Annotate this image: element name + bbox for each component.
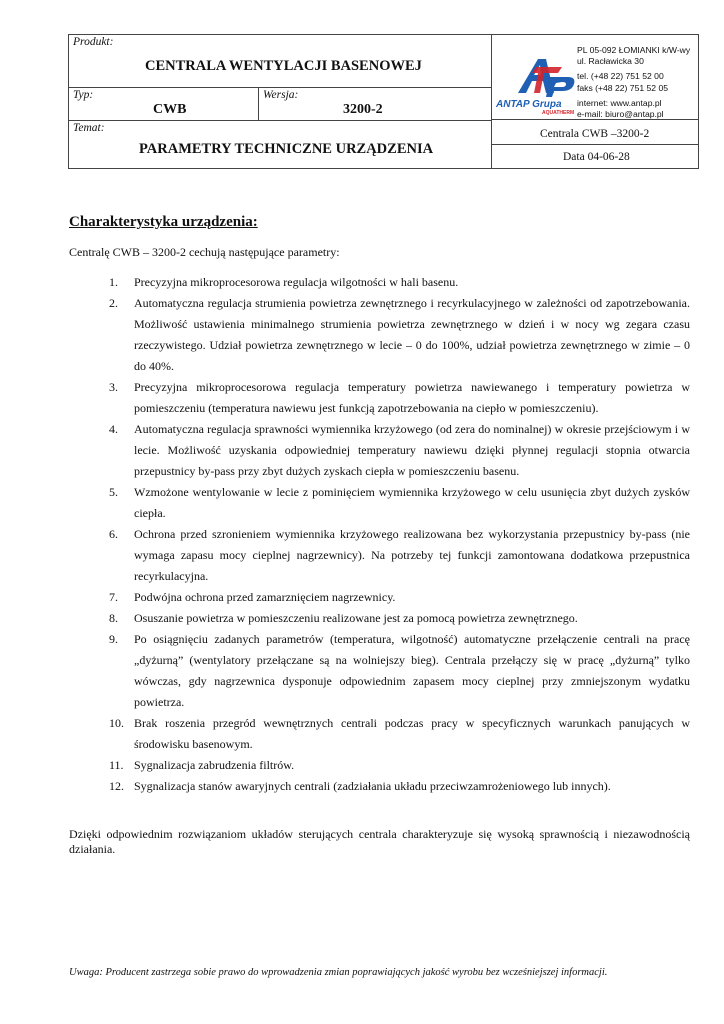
email-link[interactable]: e-mail: biuro@antap.pl	[577, 109, 664, 120]
phone: tel. (+48 22) 751 52 00	[577, 71, 664, 82]
version-value: 3200-2	[343, 102, 383, 117]
date-cell	[491, 144, 699, 169]
list-item-text: Sygnalizacja stanów awaryjnych centrali (zadziałania układu przeciwzamrożeniowego lub innych).	[134, 779, 611, 793]
list-item-text: Automatyczna regulacja sprawności wymiennika krzyżowego (od zera do nominalnej) w okresie przejściowym i w lecie. Możliwość uzyskania odpowiedniej temperatury nawiewu dzięki płynnej regulacji stopnia otwarcia przepustnicy by-pass przy zbyt dużych zyskach ciepła w pomieszczeniu basenu.	[134, 422, 690, 478]
list-item-number: 7.	[109, 590, 118, 604]
product-value: CENTRALA WENTYLACJI BASENOWEJ	[145, 58, 422, 74]
list-item	[69, 608, 690, 629]
doc-date: Data 04-06-28	[563, 151, 630, 163]
company-contact	[577, 45, 690, 120]
list-item-number: 8.	[109, 611, 118, 625]
type-value: CWB	[153, 102, 187, 117]
list-item-text: Precyzyjna mikroprocesorowa regulacja temperatury powietrza nawiewanego i temperatury powietrza w pomieszczeniu (temperatura nawiewu jest funkcją zapotrzebowania na ciepło w pomieszczeniu).	[134, 380, 690, 415]
list-item-number: 12.	[109, 779, 124, 793]
antap-logo-icon	[496, 53, 578, 111]
list-item-number: 5.	[109, 485, 118, 499]
list-item-text: Osuszanie powietrza w pomieszczeniu realizowane jest za pomocą powietrza zewnętrznego.	[134, 611, 578, 625]
list-item-number: 4.	[109, 422, 118, 436]
doc-ref: Centrala CWB –3200-2	[540, 128, 650, 140]
list-item	[69, 713, 690, 755]
list-item-text: Ochrona przed szronieniem wymiennika krzyżowego realizowana bez wykorzystania przepustnicy by-pass (nie wymaga zapasu mocy cieplnej nagrzewnicy). Na potrzeby tej funkcji zamontowana dodatkowa przepustnica recyrkulacyjna.	[134, 527, 690, 583]
list-item-number: 6.	[109, 527, 118, 541]
version-label: Wersja:	[263, 89, 299, 101]
list-item	[69, 587, 690, 608]
list-item-number: 9.	[109, 632, 118, 646]
list-item	[69, 755, 690, 776]
doc-ref-cell	[491, 119, 699, 145]
product-cell	[68, 34, 492, 88]
list-item	[69, 377, 690, 419]
topic-label: Temat:	[73, 122, 105, 134]
fax: faks (+48 22) 751 52 05	[577, 82, 669, 93]
type-cell	[68, 87, 259, 121]
list-item-text: Precyzyjna mikroprocesorowa regulacja wilgotności w hali basenu.	[134, 275, 459, 289]
list-item	[69, 272, 690, 293]
parameters-list	[69, 272, 690, 797]
closing-text: Dzięki odpowiednim rozwiązaniom układów sterujących centrala charakteryzuje się wysoką sprawnością i niezawodnością działania.	[69, 827, 690, 856]
document-header	[68, 34, 699, 169]
product-label: Produkt:	[73, 36, 114, 48]
intro-text: Centralę CWB – 3200-2 cechują następujące parametry:	[69, 245, 340, 259]
list-item-text: Automatyczna regulacja strumienia powietrza zewnętrznego i recyrkulacyjnego w zależności od zapotrzebowania. Możliwość ustawienia minimalnego strumienia powietrza zewnętrznego w dzień i w nocy wg zegara czasu rzeczywistego. Udział powietrza zewnętrznego w lecie – 0 do 100%, udział powietrza zewnętrznego w zimie – 0 do 40%.	[134, 296, 690, 373]
list-item	[69, 776, 690, 797]
list-item-number: 10.	[109, 716, 124, 730]
list-item	[69, 293, 690, 377]
list-item-text: Podwójna ochrona przed zamarznięciem nagrzewnicy.	[134, 590, 396, 604]
list-item	[69, 629, 690, 713]
list-item-number: 1.	[109, 275, 118, 289]
list-item-text: Brak roszenia przegród wewnętrznych centrali podczas pracy w specyficznych warunkach panujących w środowisku basenowym.	[134, 716, 690, 751]
section-title: Charakterystyka urządzenia:	[69, 214, 258, 230]
type-label: Typ:	[73, 89, 94, 101]
list-item	[69, 482, 690, 524]
list-item-text: Wzmożone wentylowanie w lecie z pominięciem wymiennika krzyżowego w celu usunięcia zbyt dużych zysków ciepła.	[134, 485, 690, 520]
website-link[interactable]: internet: www.antap.pl	[577, 97, 662, 108]
list-item-text: Po osiągnięciu zadanych parametrów (temperatura, wilgotność) automatyczne przełączenie centrali na pracę „dyżurną” (wentylatory przełączane są na wolniejszy bieg). Centrala przełączy się w pracę „dyżurną” tylko wówczas, gdy nagrzewnica dysponuje odpowiednim zapasem mocy cieplnej przy zmniejszonym wydatku powietrza.	[134, 632, 690, 709]
company-box	[491, 34, 699, 120]
list-item	[69, 419, 690, 482]
logo-wordmark: ANTAP Grupa	[496, 99, 562, 110]
list-item-text: Sygnalizacja zabrudzenia filtrów.	[134, 758, 295, 772]
topic-cell	[68, 120, 492, 169]
version-cell	[258, 87, 492, 121]
footer-note: Uwaga: Producent zastrzega sobie prawo do wprowadzenia zmian poprawiających jakość wyrobu bez wcześniejszej informacji.	[69, 967, 608, 978]
address-line2: ul. Racławicka 30	[577, 56, 644, 67]
list-item-number: 2.	[109, 296, 118, 310]
topic-value: PARAMETRY TECHNICZNE URZĄDZENIA	[139, 141, 434, 157]
list-item-number: 11.	[109, 758, 124, 772]
logo-sub: AQUATHERM	[542, 110, 575, 116]
list-item-number: 3.	[109, 380, 118, 394]
address-line1: PL 05-092 ŁOMIANKI k/W-wy	[577, 45, 691, 55]
list-item	[69, 524, 690, 587]
